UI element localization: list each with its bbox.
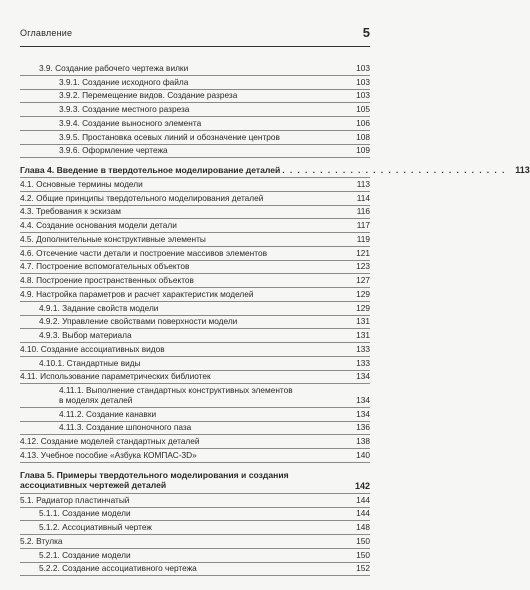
toc-entry[interactable] [20, 145, 370, 159]
toc-page-number: 123 [356, 261, 370, 272]
toc-entry[interactable] [20, 316, 370, 330]
toc-entry-title: 4.3. Требования к эскизам [20, 206, 121, 217]
toc-entry[interactable] [20, 535, 370, 549]
toc-entry-title-line: ассоциативных чертежей деталей [20, 480, 167, 491]
toc-entry-title: 5.1. Радиатор пластинчатый [20, 494, 130, 505]
toc-entry-title-line: 4.11.1. Выполнение стандартных конструктивных элементов [59, 384, 293, 395]
toc-page-number: 136 [356, 422, 370, 433]
toc-entry-title [20, 470, 348, 491]
toc-page-number: 144 [356, 494, 370, 505]
toc-page-number: 150 [356, 535, 370, 546]
toc-entry-title: 4.13. Учебное пособие «Азбука КОМПАС-3D» [20, 449, 197, 460]
toc-page-number: 134 [356, 394, 370, 405]
toc-entry-title: 3.9.6. Оформление чертежа [59, 145, 168, 156]
toc-entry[interactable] [20, 329, 370, 343]
toc-page-number: 116 [356, 206, 370, 217]
toc-entry-title: 3.9.3. Создание местного разреза [59, 104, 190, 114]
toc-entry[interactable] [20, 103, 370, 117]
toc-page-number: 129 [356, 288, 370, 299]
toc-entry-title: 3.9.1. Создание исходного файла [59, 76, 189, 87]
toc-entry-title: 4.4. Создание основания модели детали [20, 220, 177, 230]
toc-page-number: 134 [356, 408, 370, 419]
table-of-contents [20, 62, 530, 576]
toc-entry[interactable] [20, 62, 370, 76]
toc-entry-title: 4.2. Общие принципы твердотельного моделирования деталей [20, 192, 264, 203]
toc-entry[interactable] [20, 192, 370, 206]
toc-page-number: 148 [356, 522, 370, 532]
toc-page-number: 109 [356, 145, 370, 156]
toc-page-number: 113 [515, 165, 530, 175]
toc-page-number: 144 [356, 508, 370, 519]
toc-entry-title: 4.10. Создание ассоциативных видов [20, 343, 165, 354]
toc-entry[interactable] [20, 247, 370, 261]
toc-entry[interactable] [20, 449, 370, 463]
toc-entry[interactable] [20, 422, 370, 436]
page-number: 5 [362, 25, 370, 40]
toc-chapter-entry[interactable] [20, 469, 370, 494]
toc-page-number: 140 [356, 449, 370, 460]
toc-entry-title: 4.11.3. Создание шпоночного паза [59, 422, 192, 433]
toc-page-number: 150 [356, 549, 370, 560]
toc-entry-title: 4.6. Отсечение части детали и построение массивов элементов [20, 247, 267, 258]
toc-entry-title-line: в моделях деталей [59, 394, 133, 405]
toc-entry[interactable] [20, 494, 370, 508]
toc-page-number: 117 [356, 220, 370, 230]
toc-page-number: 106 [356, 117, 370, 128]
toc-entry[interactable] [20, 131, 370, 145]
toc-entry[interactable] [20, 435, 370, 449]
toc-entry-title: 4.10.1. Стандартные виды [39, 357, 141, 368]
toc-page-number: 119 [356, 233, 370, 244]
toc-entry[interactable] [20, 549, 370, 563]
toc-chapter-entry[interactable] [20, 164, 530, 178]
toc-entry-title: 4.9.1. Задание свойств модели [39, 302, 159, 313]
toc-entry-title: 3.9.4. Создание выносного элемента [59, 117, 202, 128]
toc-entry-title: 4.12. Создание моделей стандартных деталей [20, 436, 200, 446]
toc-page-number: 103 [356, 62, 370, 73]
page-header [20, 24, 370, 47]
toc-entry-title: 4.1. Основные термины модели [20, 178, 143, 189]
toc-entry-title: 5.1.2. Ассоциативный чертеж [39, 522, 152, 532]
toc-page-number: 103 [356, 76, 370, 87]
leader-dots: . . . . . . . . . . . . . . . . . . . . . . . . . . . . . . [282, 165, 506, 175]
toc-page-number: 134 [356, 371, 370, 382]
toc-page-number: 127 [356, 275, 370, 285]
toc-entry-title: 4.9.2. Управление свойствами поверхности модели [39, 316, 238, 327]
toc-page-number: 129 [356, 302, 370, 313]
toc-page-number: 133 [356, 357, 370, 368]
toc-entry[interactable] [20, 274, 370, 288]
toc-entry[interactable] [20, 288, 370, 302]
toc-entry[interactable] [20, 261, 370, 275]
toc-entry-title: 4.8. Построение пространственных объектов [20, 275, 194, 285]
toc-entry[interactable] [20, 302, 370, 316]
toc-page-number: 133 [356, 343, 370, 354]
toc-entry-title-line: Глава 5. Примеры твердотельного моделирования и создания [20, 469, 289, 480]
toc-entry[interactable] [20, 408, 370, 422]
toc-entry-title: 5.2.1. Создание модели [39, 549, 131, 560]
toc-entry[interactable] [20, 76, 370, 90]
toc-entry[interactable] [20, 90, 370, 104]
toc-page-number: 113 [356, 178, 370, 189]
toc-entry-title: 4.9.3. Выбор материала [39, 330, 132, 340]
toc-entry-title: 4.9. Настройка параметров и расчет характеристик моделей [20, 288, 254, 299]
toc-entry-title: 4.11.2. Создание канавки [59, 408, 157, 419]
toc-page-number: 138 [356, 436, 370, 446]
toc-entry[interactable] [20, 343, 370, 357]
toc-page-number: 105 [356, 104, 370, 114]
toc-entry-title: Глава 4. Введение в твердотельное моделирование деталей [20, 165, 281, 175]
toc-entry-title: 5.2. Втулка [20, 535, 63, 546]
toc-entry[interactable] [20, 233, 370, 247]
toc-entry[interactable] [20, 384, 370, 408]
toc-entry[interactable] [20, 117, 370, 131]
toc-entry-title: 3.9. Создание рабочего чертежа вилки [39, 62, 189, 73]
toc-page-number: 114 [356, 192, 370, 203]
toc-entry[interactable] [20, 371, 370, 385]
toc-entry-title: 4.7. Построение вспомогательных объектов [20, 261, 190, 272]
toc-page-number: 103 [356, 90, 370, 101]
toc-entry-title: 3.9.2. Перемещение видов. Создание разреза [59, 90, 238, 101]
toc-entry[interactable] [20, 563, 370, 577]
toc-entry-title: 5.1.1. Создание модели [39, 508, 131, 519]
toc-page-number: 131 [356, 330, 370, 340]
toc-entry[interactable] [20, 508, 370, 522]
toc-entry[interactable] [20, 178, 370, 192]
toc-entry[interactable] [20, 357, 370, 371]
toc-entry[interactable] [20, 206, 370, 220]
toc-entry[interactable] [20, 521, 370, 535]
toc-entry-title: 5.2.2. Создание ассоциативного чертежа [39, 563, 197, 574]
toc-entry[interactable] [20, 219, 370, 233]
toc-page-number: 152 [356, 563, 370, 574]
toc-entry-title [59, 385, 348, 405]
toc-page-number: 108 [356, 131, 370, 142]
toc-page-number: 121 [356, 247, 370, 258]
toc-page-number: 131 [356, 316, 370, 327]
running-head-title: Оглавление [20, 28, 73, 38]
toc-page-number: 142 [354, 480, 370, 491]
toc-entry-title: 3.9.5. Простановка осевых линий и обозначение центров [59, 131, 280, 142]
toc-entry-title: 4.5. Дополнительные конструктивные элементы [20, 233, 206, 244]
toc-entry-title: 4.11. Использование параметрических библиотек [20, 371, 211, 382]
